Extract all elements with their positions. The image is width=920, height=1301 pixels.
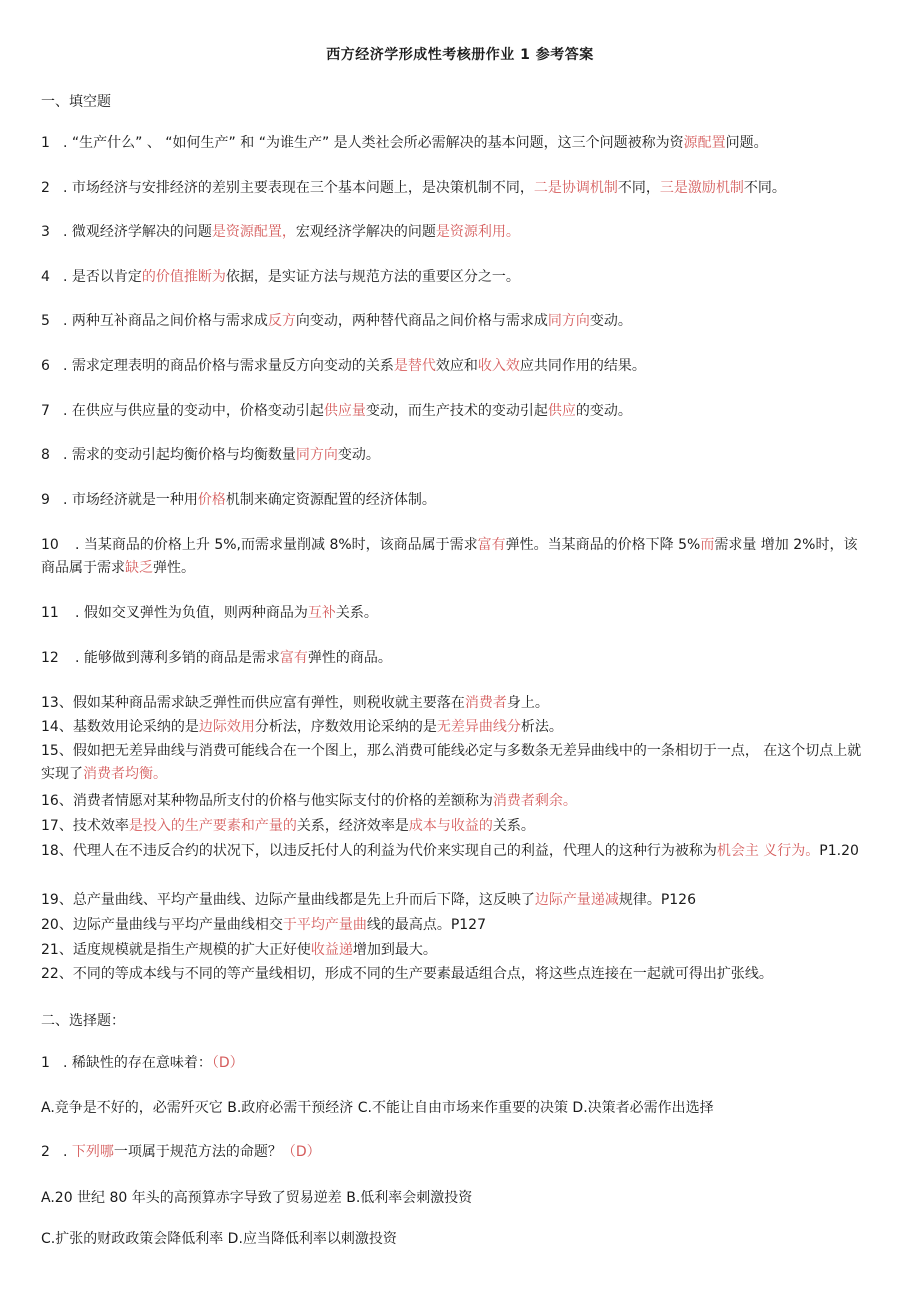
fill-item-13: 13、假如某种商品需求缺乏弹性而供应富有弹性，则税收就主要落在消费者身上。 (41, 695, 549, 711)
fill-item-1: 1 . “生产什么” 、 “如何生产” 和 “为谁生产” 是人类社会所必需解决的基本问题，这三个问题被称为资源配置问题。 (41, 135, 768, 151)
fill-item-9: 9 . 市场经济就是一种用价格机制来确定资源配置的经济体制。 (41, 492, 436, 508)
fill-item-4: 4 . 是否以肯定的价值推断为依据，是实证方法与规范方法的重要区分之一。 (41, 269, 520, 285)
choice-options-2b: C.扩张的财政政策会降低利率 D.应当降低利率以刺激投资 (41, 1231, 397, 1247)
choice-question-2: 2 . 下列哪一项属于规范方法的命题？（D） (41, 1144, 321, 1160)
fill-item-10: 10 . 当某商品的价格上升 5%,而需求量削减 8%时，该商品属于需求富有弹性。当某商品的价格下降 5%而需求量 增加 2%时，该商品属于需求缺乏弹性。 (41, 537, 858, 576)
choice-options-2a: A.20 世纪 80 年头的高预算赤字导致了贸易逆差 B.低利率会刺激投资 (41, 1190, 473, 1206)
fill-item-19: 19、总产量曲线、平均产量曲线、边际产量曲线都是先上升而后下降，这反映了边际产量递减规律。P126 (41, 892, 696, 908)
fill-item-15: 15、假如把无差异曲线与消费可能线合在一个图上，那么消费可能线必定与多数条无差异曲线中的一条相切于一点， 在这个切点上就实现了消费者均衡。 (41, 743, 862, 782)
fill-item-2: 2 . 市场经济与安排经济的差别主要表现在三个基本问题上，是决策机制不同，二是协调机制不同，三是激励机制不同。 (41, 180, 786, 196)
choice-options-1: A.竞争是不好的，必需歼灭它 B.政府必需干预经济 C.不能让自由市场来作重要的决策 D.决策者必需作出选择 (41, 1100, 714, 1116)
fill-item-3: 3 . 微观经济学解决的问题是资源配置，宏观经济学解决的问题是资源利用。 (41, 224, 520, 240)
document-title: 西方经济学形成性考核册作业 1 参考答案 (326, 47, 594, 63)
fill-item-12: 12 . 能够做到薄利多销的商品是需求富有弹性的商品。 (41, 650, 392, 666)
fill-item-21: 21、适度规模就是指生产规模的扩大正好使收益递增加到最大。 (41, 942, 437, 958)
section2-heading: 二、选择题： (41, 1013, 125, 1029)
fill-item-17: 17、技术效率是投入的生产要素和产量的关系，经济效率是成本与收益的关系。 (41, 818, 535, 834)
fill-item-8: 8 . 需求的变动引起均衡价格与均衡数量同方向变动。 (41, 447, 380, 463)
fill-item-11: 11 . 假如交叉弹性为负值，则两种商品为互补关系。 (41, 605, 378, 621)
fill-item-6: 6 . 需求定理表明的商品价格与需求量反方向变动的关系是替代效应和收入效应共同作用的结果。 (41, 358, 646, 374)
fill-item-7: 7 . 在供应与供应量的变动中，价格变动引起供应量变动，而生产技术的变动引起供应的变动。 (41, 403, 632, 419)
fill-item-5: 5 . 两种互补商品之间价格与需求成反方向变动，两种替代商品之间价格与需求成同方向变动。 (41, 313, 632, 329)
choice-question-1: 1 . 稀缺性的存在意味着：（D） (41, 1055, 244, 1071)
fill-item-14: 14、基数效用论采纳的是边际效用分析法，序数效用论采纳的是无差异曲线分析法。 (41, 719, 563, 735)
section1-heading: 一、填空题 (41, 94, 111, 110)
fill-item-16: 16、消费者情愿对某种物品所支付的价格与他实际支付的价格的差额称为消费者剩余。 (41, 793, 577, 809)
fill-item-22: 22、不同的等成本线与不同的等产量线相切，形成不同的生产要素最适组合点，将这些点连接在一起就可得出扩张线。 (41, 966, 773, 982)
fill-item-18: 18、代理人在不违反合约的状况下，以违反托付人的利益为代价来实现自己的利益，代理人的这种行为被称为机会主 义行为。P1.20 (41, 843, 859, 859)
fill-item-20: 20、边际产量曲线与平均产量曲线相交于平均产量曲线的最高点。P127 (41, 917, 486, 933)
